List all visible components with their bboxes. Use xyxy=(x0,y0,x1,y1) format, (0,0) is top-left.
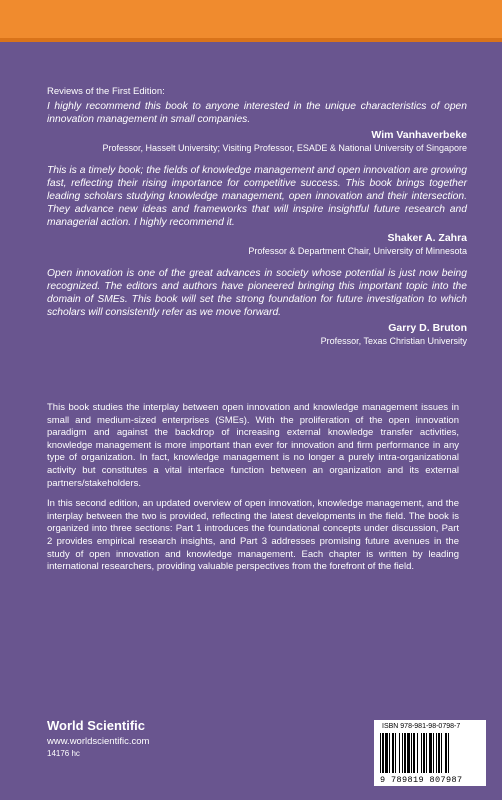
description-paragraph: In this second edition, an updated overview of open innovation, knowledge management, and the interplay between the two is provided, reflecting the latest developments in the field. The book is organized into three sections: Part 1 introduces the foundational concepts under discussion, Part 2 provides empirical research insights, and Part 3 addresses promising future avenues in the study of open innovation and knowledge management. Each chapter is written by leading international researchers, providing valuable perspectives from the forefront of the field. xyxy=(47,498,459,573)
publisher-block xyxy=(47,718,149,760)
reviews-section xyxy=(47,86,467,357)
reviews-heading: Reviews of the First Edition: xyxy=(47,86,165,97)
publisher-name: World Scientific xyxy=(47,718,145,733)
review-affiliation: Professor, Texas Christian University xyxy=(320,336,467,346)
review-affiliation: Professor & Department Chair, University of Minnesota xyxy=(248,246,467,256)
review-quote: I highly recommend this book to anyone interested in the unique characteristics of open innovation management in small companies. xyxy=(47,101,467,125)
review-2 xyxy=(47,164,467,257)
isbn-text: ISBN 978-981-98-0798-7 xyxy=(382,723,461,730)
review-author: Shaker A. Zahra xyxy=(387,232,467,244)
barcode-bars xyxy=(380,733,480,773)
review-author: Wim Vanhaverbeke xyxy=(371,129,467,141)
review-author: Garry D. Bruton xyxy=(388,322,467,334)
publisher-code: 14176 hc xyxy=(47,749,80,758)
review-3 xyxy=(47,267,467,347)
review-quote: Open innovation is one of the great advances in society whose potential is just now being recognized. The editors and authors have pioneered bringing this important topic into the domain of SMEs. This book will set the strong foundation for future investigation to which scholars will consistently refer as we move forward. xyxy=(47,268,467,318)
publisher-url: www.worldscientific.com xyxy=(47,736,150,747)
review-quote: This is a timely book; the fields of knowledge management and open innovation are growing fast, reflecting their rising importance for competitive success. This book brings together leading scholars studying knowledge management, open innovation and their intersection. They advance new ideas and frameworks that will inspire insightful future research and managerial action. I highly recommend it. xyxy=(47,165,467,228)
review-affiliation: Professor, Hasselt University; Visiting Professor, ESADE & National University of Singapore xyxy=(102,143,467,153)
isbn-barcode xyxy=(374,720,486,786)
barcode-digits: 9 789819 807987 xyxy=(380,775,463,785)
top-color-band xyxy=(0,0,502,42)
band-shadow xyxy=(0,38,502,42)
review-1 xyxy=(47,100,467,154)
description-paragraph: This book studies the interplay between open innovation and knowledge management issues in small and medium-sized enterprises (SMEs). With the proliferation of the open innovation paradigm and against the backdrop of increasing external knowledge transfer activities, knowledge management is more important than ever for innovation and firm performance in any type of organization. In fact, knowledge management is no longer a purely intra-organizational activity but constitutes a vital interface function between an organization and its external partners/stakeholders. xyxy=(47,402,459,489)
book-description xyxy=(47,402,459,582)
